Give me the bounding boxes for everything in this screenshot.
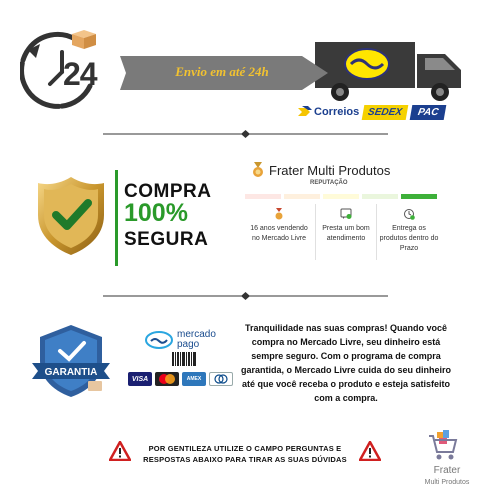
guarantee-badge-text: GARANTIA <box>44 367 98 378</box>
seller-medal-icon <box>251 162 265 178</box>
seller-stat-delivery-text: Entrega os produtos dentro do Prazo <box>379 225 439 253</box>
reputation-segment <box>401 194 437 199</box>
diners-card-icon <box>209 372 233 386</box>
mercado-pago-wordmark <box>177 330 216 350</box>
mercado-pago-logo <box>145 330 216 350</box>
warning-icon <box>359 441 381 461</box>
guarantee-badge-icon <box>32 323 110 399</box>
reputation-segment <box>245 194 281 199</box>
seller-stat-years-text: 16 anos vendendo no Mercado Livre <box>250 225 308 243</box>
mastercard-circles <box>157 373 177 385</box>
reputation-label: REPUTAÇÃO <box>310 180 348 186</box>
warning-icon <box>109 441 131 461</box>
reputation-segment <box>284 194 320 199</box>
questions-notice: POR GENTILEZA UTILIZE O CAMPO PERGUNTAS E RESPOSTAS ABAIXO PARA TIRAR AS SUAS DÚVIDAS <box>143 444 347 464</box>
seller-stat-service <box>315 204 377 260</box>
brand-subtitle: Multi Produtos <box>424 479 470 486</box>
correios-mark-icon <box>298 106 312 118</box>
shopping-cart-logo-icon <box>428 428 458 462</box>
mastercard-icon <box>155 372 179 386</box>
secure-line-compra: COMPRA <box>124 181 212 202</box>
clock-check-icon <box>403 208 415 220</box>
boleto-barcode-icon <box>172 352 196 366</box>
hours-24-label: 24 <box>63 56 97 92</box>
purchase-protection-text: Tranquilidade nas suas compras! Quando você compra no Mercado Livre, seu dinheiro está sempre seguro. Com o programa de compra garantida, o Mercado Livre cuida do seu dinheiro até que você receba o produto e esteja satisfeito com a compra. <box>240 323 452 403</box>
reputation-segment <box>362 194 398 199</box>
reputation-thermometer <box>245 194 437 199</box>
section-divider <box>103 130 388 138</box>
seller-stat-delivery <box>378 204 440 254</box>
mp-line2: pago <box>177 339 200 350</box>
handshake-icon <box>145 331 173 349</box>
correios-label: Correios <box>314 106 360 118</box>
package-icon <box>70 28 98 50</box>
secure-line-segura: SEGURA <box>124 229 209 250</box>
mp-line1: mercado <box>177 329 216 340</box>
amex-card-icon: AMEX <box>182 372 206 386</box>
pac-logo: PAC <box>410 105 447 120</box>
carrier-logos <box>298 104 446 120</box>
correios-logo <box>298 106 359 118</box>
shield-check-icon <box>36 175 106 257</box>
shipping-banner-text: Envio em até 24h <box>175 64 269 79</box>
seller-stat-service-text: Presta um bom atendimento <box>322 225 370 243</box>
secure-line-percent: 100% <box>124 199 188 227</box>
sedex-logo: SEDEX <box>362 105 409 120</box>
section-divider <box>103 292 388 300</box>
chat-check-icon <box>340 208 352 220</box>
reputation-segment <box>323 194 359 199</box>
secure-divider-bar <box>115 170 118 266</box>
payment-cards <box>128 372 233 386</box>
seller-stat-years <box>248 204 310 244</box>
brand-name: Frater <box>433 465 461 476</box>
medal-icon <box>273 208 285 220</box>
seller-name: Frater Multi Produtos <box>269 163 391 178</box>
diners-circles <box>214 374 228 384</box>
visa-card-icon: VISA <box>128 372 152 386</box>
